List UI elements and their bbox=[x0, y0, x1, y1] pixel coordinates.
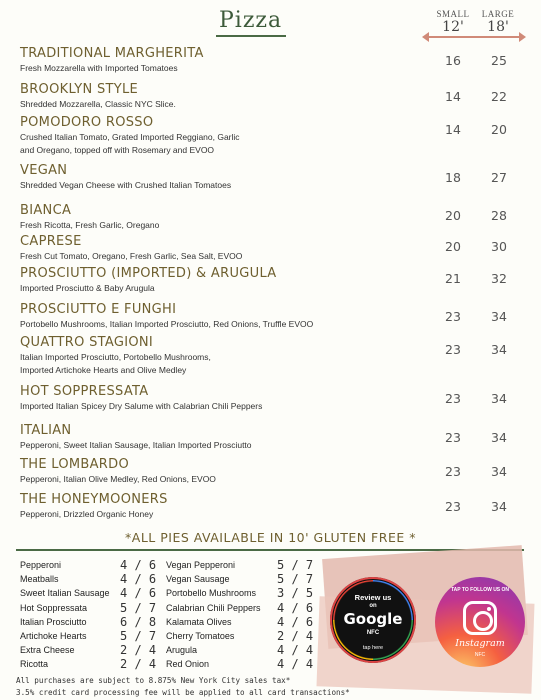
topping-name: Cherry Tomatoes bbox=[166, 631, 235, 641]
google-badge-line2: on bbox=[369, 603, 377, 609]
size-small-value: 12' bbox=[442, 19, 464, 35]
section-title: Pizza bbox=[219, 8, 283, 33]
topping-name: Italian Prosciutto bbox=[20, 616, 87, 627]
google-tap-label: tap here bbox=[362, 645, 384, 651]
topping-price: 3 / 5 bbox=[277, 586, 314, 601]
nfc-icon: NFC bbox=[366, 630, 380, 636]
topping-price: 4 / 6 bbox=[277, 614, 314, 629]
pizza-item-name: VEGAN bbox=[20, 163, 68, 178]
price-small: 23 bbox=[445, 391, 461, 406]
size-large-value: 18' bbox=[487, 19, 509, 35]
price-large: 32 bbox=[491, 271, 507, 286]
size-arrow-divider bbox=[428, 36, 520, 38]
pizza-item-description: Crushed Italian Tomato, Grated Imported Reggiano, Garlic and Oregano, topped off with Rosemary and EVOO bbox=[20, 132, 240, 155]
price-small: 21 bbox=[445, 271, 461, 286]
pizza-item-name: QUATTRO STAGIONI bbox=[20, 335, 154, 350]
pizza-item-name: BROOKLYN STYLE bbox=[20, 82, 139, 97]
price-large: 34 bbox=[491, 499, 507, 514]
price-large: 27 bbox=[491, 170, 507, 185]
topping-name: Vegan Pepperoni bbox=[166, 560, 236, 570]
card-fee-note: 3.5% credit card processing fee will be applied to all card transactions* bbox=[16, 688, 350, 697]
pizza-item bbox=[20, 82, 420, 111]
pizza-item-description: Fresh Ricotta, Fresh Garlic, Oregano bbox=[20, 220, 160, 230]
instagram-badge-top: TAP TO FOLLOW US ON bbox=[450, 587, 510, 593]
topping-name: Pepperoni bbox=[20, 560, 62, 570]
price-small: 20 bbox=[445, 208, 461, 223]
topping-price: 4 / 6 bbox=[120, 586, 157, 601]
pizza-item-name: ITALIAN bbox=[20, 423, 72, 438]
topping-price: 4 / 4 bbox=[277, 657, 314, 672]
topping-price: 6 / 8 bbox=[120, 614, 157, 629]
price-small: 23 bbox=[445, 430, 461, 445]
pizza-item bbox=[20, 457, 420, 486]
topping-price: 5 / 7 bbox=[277, 558, 314, 572]
topping-name: Calabrian Chili Peppers bbox=[166, 602, 261, 613]
price-small: 23 bbox=[445, 464, 461, 479]
pizza-item bbox=[20, 234, 420, 263]
price-large: 34 bbox=[491, 430, 507, 445]
topping-price: 4 / 6 bbox=[120, 558, 157, 572]
price-small: 20 bbox=[445, 239, 461, 254]
topping-name: Extra Cheese bbox=[20, 645, 75, 656]
pizza-item-name: PROSCIUTTO E FUNGHI bbox=[20, 302, 177, 317]
price-small: 18 bbox=[445, 170, 461, 185]
topping-price: 4 / 6 bbox=[277, 600, 314, 615]
size-large-label: LARGE bbox=[481, 9, 515, 19]
size-small-label: SMALL bbox=[436, 9, 470, 19]
topping-name: Artichoke Hearts bbox=[20, 631, 87, 641]
topping-price: 5 / 7 bbox=[120, 629, 157, 643]
pizza-item-name: TRADITIONAL MARGHERITA bbox=[20, 46, 204, 61]
pizza-item bbox=[20, 266, 420, 295]
price-small: 23 bbox=[445, 499, 461, 514]
price-large: 34 bbox=[491, 464, 507, 479]
price-small: 16 bbox=[445, 53, 461, 68]
instagram-brand: Instagram bbox=[455, 638, 505, 649]
nfc-icon: NFC bbox=[474, 652, 486, 658]
pizza-item-description: Portobello Mushrooms, Italian Imported Prosciutto, Red Onions, Truffle EVOO bbox=[20, 319, 314, 329]
pizza-item bbox=[20, 203, 420, 232]
pizza-item-description: Pepperoni, Italian Olive Medley, Red Onions, EVOO bbox=[20, 474, 216, 484]
topping-name: Sweet Italian Sausage bbox=[20, 588, 110, 599]
topping-name: Red Onion bbox=[166, 659, 210, 670]
pizza-item-description: Pepperoni, Sweet Italian Sausage, Italian Imported Prosciutto bbox=[20, 440, 252, 450]
pizza-item-description: Imported Italian Spicey Dry Salume with Calabrian Chili Peppers bbox=[20, 401, 263, 411]
pizza-item bbox=[20, 302, 420, 331]
pizza-item-description: Fresh Mozzarella with Imported Tomatoes bbox=[20, 63, 178, 73]
topping-name: Kalamata Olives bbox=[166, 616, 232, 627]
pizza-item-description: Shredded Vegan Cheese with Crushed Italian Tomatoes bbox=[20, 180, 232, 190]
pizza-item bbox=[20, 384, 420, 413]
pizza-item-name: HOT SOPPRESSATA bbox=[20, 384, 149, 399]
pizza-item bbox=[20, 492, 420, 521]
topping-price: 2 / 4 bbox=[120, 643, 157, 658]
pizza-item-description: Imported Prosciutto & Baby Arugula bbox=[20, 283, 155, 293]
topping-name: Arugula bbox=[166, 645, 198, 656]
topping-price: 5 / 7 bbox=[120, 600, 157, 615]
topping-price: 2 / 4 bbox=[120, 657, 157, 672]
topping-name: Portobello Mushrooms bbox=[166, 588, 257, 599]
topping-price: 2 / 4 bbox=[277, 629, 314, 643]
topping-name: Ricotta bbox=[20, 659, 49, 670]
topping-name: Hot Soppressata bbox=[20, 602, 88, 613]
google-review-badge[interactable] bbox=[330, 577, 416, 663]
price-large: 34 bbox=[491, 342, 507, 357]
pizza-item bbox=[20, 115, 420, 157]
instagram-icon bbox=[463, 601, 497, 635]
pizza-item-description: Shredded Mozzarella, Classic NYC Slice. bbox=[20, 99, 176, 109]
price-large: 34 bbox=[491, 391, 507, 406]
topping-price: 5 / 7 bbox=[277, 572, 314, 587]
price-small: 23 bbox=[445, 342, 461, 357]
price-large: 22 bbox=[491, 89, 507, 104]
pizza-item-description: Italian Imported Prosciutto, Portobello Mushrooms, Imported Artichoke Hearts and Olive Medley bbox=[20, 352, 211, 375]
price-large: 30 bbox=[491, 239, 507, 254]
price-large: 20 bbox=[491, 122, 507, 137]
pizza-item bbox=[20, 335, 420, 377]
instagram-follow-badge[interactable] bbox=[435, 577, 525, 667]
price-large: 28 bbox=[491, 208, 507, 223]
topping-price: 4 / 4 bbox=[277, 643, 314, 658]
gluten-free-note: *ALL PIES AVAILABLE IN 10' GLUTEN FREE * bbox=[125, 530, 416, 545]
price-small: 14 bbox=[445, 89, 461, 104]
pizza-item-name: THE LOMBARDO bbox=[20, 457, 129, 472]
pizza-item-name: CAPRESE bbox=[20, 234, 82, 249]
title-underline bbox=[216, 35, 286, 37]
pizza-item bbox=[20, 423, 420, 452]
tax-note: All purchases are subject to 8.875% New York City sales tax* bbox=[16, 676, 291, 685]
topping-name: Meatballs bbox=[20, 574, 59, 585]
price-small: 14 bbox=[445, 122, 461, 137]
pizza-item-name: THE HONEYMOONERS bbox=[20, 492, 168, 507]
topping-price: 4 / 6 bbox=[120, 572, 157, 587]
price-large: 34 bbox=[491, 309, 507, 324]
price-small: 23 bbox=[445, 309, 461, 324]
pizza-item-description: Pepperoni, Drizzled Organic Honey bbox=[20, 509, 154, 519]
pizza-item bbox=[20, 163, 420, 192]
pizza-item-name: PROSCIUTTO (IMPORTED) & ARUGULA bbox=[20, 266, 277, 281]
pizza-item bbox=[20, 46, 420, 75]
price-large: 25 bbox=[491, 53, 507, 68]
topping-name: Vegan Sausage bbox=[166, 574, 230, 585]
google-badge-line1: Review us bbox=[354, 593, 392, 602]
pizza-item-description: Fresh Cut Tomato, Oregano, Fresh Garlic, Sea Salt, EVOO bbox=[20, 251, 243, 261]
google-logo: Google bbox=[343, 610, 403, 628]
pizza-item-name: POMODORO ROSSO bbox=[20, 115, 154, 130]
pizza-item-name: BIANCA bbox=[20, 203, 72, 218]
